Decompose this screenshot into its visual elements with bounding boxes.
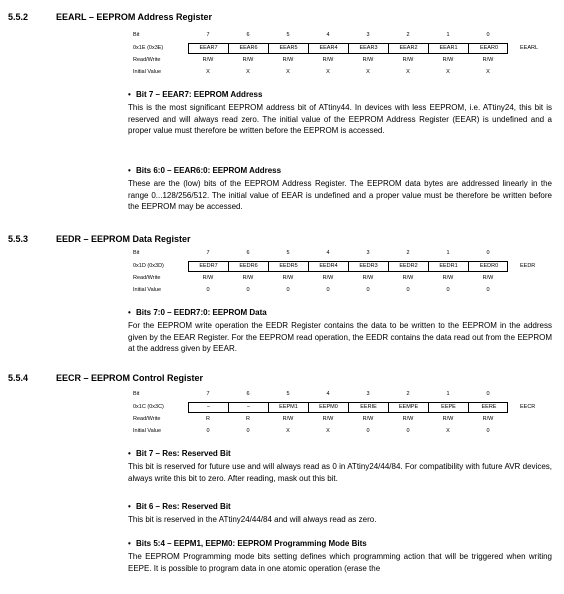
register-name: EEDR	[520, 263, 536, 269]
section-title: EEARL – EEPROM Address Register	[56, 12, 213, 22]
register-fields	[188, 402, 508, 413]
rw-value: R/W	[242, 57, 254, 63]
rw-value: R/W	[202, 275, 214, 281]
field-cell: EEAR3	[349, 44, 389, 53]
bit-label: Bit	[133, 32, 140, 38]
subsection-title: Bits 6:0 – EEAR6:0: EEPROM Address	[136, 166, 282, 175]
field-cell: EEAR4	[309, 44, 349, 53]
bit-number: 6	[246, 32, 250, 38]
register-name: EEARL	[520, 45, 539, 51]
subsection-title: Bit 7 – EEAR7: EEPROM Address	[136, 90, 263, 99]
section-heading	[0, 373, 564, 389]
register-table-eecr	[0, 391, 564, 451]
initial-value: 0	[406, 428, 410, 434]
field-cell: EEDR3	[349, 262, 389, 271]
bit-label: Bit	[133, 250, 140, 256]
paragraph: This is the most significant EEPROM address bit of ATtiny44. In devices with less EEPROM, i.e. ATtiny24, this bit is reserved and will always read zero. The initial value of the EEPROM Address Register (EEAR) is undefined and a proper value must therefore be written before the EEPROM is accessed.	[128, 103, 552, 135]
field-cell: EEDR4	[309, 262, 349, 271]
initial-value: 0	[406, 287, 410, 293]
bullet-icon: •	[128, 308, 131, 317]
section-title: EEDR – EEPROM Data Register	[56, 234, 191, 244]
rw-value: R/W	[242, 275, 254, 281]
field-cell: EEPM0	[309, 403, 349, 412]
field-cell: EEDR1	[429, 262, 469, 271]
bullet-icon: •	[128, 166, 131, 175]
field-cell: EEAR2	[389, 44, 429, 53]
paragraph: This bit is reserved for future use and will always read as 0 in ATtiny24/44/84. For compatibility with future AVR devices, always write this bit to zero. After reading, mask out this bit.	[128, 462, 552, 483]
bit-number: 0	[486, 391, 490, 397]
subsection-title: Bit 6 – Res: Reserved Bit	[136, 502, 231, 511]
initial-value-label: Initial Value	[133, 287, 162, 293]
bit-number: 2	[406, 391, 410, 397]
initial-value: 0	[326, 287, 330, 293]
bit-number: 2	[406, 250, 410, 256]
bit-number: 6	[246, 391, 250, 397]
field-cell: EEPE	[429, 403, 469, 412]
bullet-icon: •	[128, 502, 131, 511]
paragraph: For the EEPROM write operation the EEDR Register contains the data to be written to the EEPROM in the address given by the EEAR Register. For the EEPROM read operation, the EEDR contains the data read out from the EEPROM at the address given by EEAR.	[128, 321, 552, 353]
subsection-title: Bit 7 – Res: Reserved Bit	[136, 449, 231, 458]
initial-value: X	[486, 69, 490, 75]
field-cell: EERE	[481, 404, 497, 410]
bit-number: 3	[366, 250, 370, 256]
rw-value: R/W	[282, 275, 294, 281]
bit-number: 1	[446, 391, 450, 397]
section-number: 5.5.3	[8, 234, 29, 244]
bit-number: 7	[206, 250, 210, 256]
rw-value: R/W	[482, 275, 494, 281]
initial-value: X	[446, 428, 450, 434]
initial-value: X	[366, 69, 370, 75]
field-cell: EEDR2	[389, 262, 429, 271]
initial-value: 0	[206, 428, 210, 434]
bullet-icon: •	[128, 90, 131, 99]
rw-label: Read/Write	[133, 416, 161, 422]
address-label: 0x1E (0x3E)	[133, 45, 164, 51]
field-cell: EEPM1	[269, 403, 309, 412]
bit-number: 6	[246, 250, 250, 256]
rw-value: R/W	[282, 57, 294, 63]
rw-value: R/W	[282, 416, 294, 422]
rw-value: R/W	[402, 416, 414, 422]
register-fields	[188, 43, 508, 54]
section-heading	[0, 234, 564, 250]
initial-value: 0	[366, 287, 370, 293]
paragraph: This bit is reserved in the ATtiny24/44/84 and will always read as zero.	[128, 515, 377, 524]
initial-value: 0	[286, 287, 290, 293]
initial-value: 0	[446, 287, 450, 293]
register-table-eearl	[0, 32, 564, 92]
rw-value: R/W	[482, 57, 494, 63]
bullet-icon: •	[128, 449, 131, 458]
initial-value: 0	[366, 428, 370, 434]
register-name: EECR	[520, 404, 536, 410]
bit-number: 3	[366, 391, 370, 397]
initial-value: X	[286, 69, 290, 75]
field-cell: EEMPE	[389, 403, 429, 412]
paragraph: The EEPROM Programming mode bits setting defines which programming action that will be triggered when writing EEPE. It is possible to program data in one atomic operation (erase the	[128, 552, 552, 573]
bit-number: 4	[326, 32, 330, 38]
rw-value: R/W	[442, 275, 454, 281]
bit-number: 4	[326, 250, 330, 256]
bit-number: 1	[446, 250, 450, 256]
rw-value: R/W	[202, 57, 214, 63]
bit-number: 1	[446, 32, 450, 38]
rw-value: R	[246, 416, 250, 422]
rw-label: Read/Write	[133, 275, 161, 281]
bit-number: 5	[286, 391, 290, 397]
field-cell: EEDR6	[229, 262, 269, 271]
rw-value: R/W	[322, 275, 334, 281]
section-number: 5.5.4	[8, 373, 29, 383]
rw-value: R/W	[322, 416, 334, 422]
field-cell: EEDR5	[269, 262, 309, 271]
rw-value: R/W	[362, 275, 374, 281]
rw-value: R/W	[322, 57, 334, 63]
rw-value: R/W	[442, 57, 454, 63]
register-table-eedr	[0, 250, 564, 310]
initial-value-label: Initial Value	[133, 428, 162, 434]
section-title: EECR – EEPROM Control Register	[56, 373, 204, 383]
bit-label: Bit	[133, 391, 140, 397]
field-cell: EEAR7	[189, 44, 229, 53]
subsection-title: Bits 5:4 – EEPM1, EEPM0: EEPROM Programming Mode Bits	[136, 539, 367, 548]
rw-value: R	[206, 416, 210, 422]
field-cell: EEDR0	[479, 263, 499, 269]
field-cell: EEAR6	[229, 44, 269, 53]
initial-value: X	[246, 69, 250, 75]
field-cell: EEAR1	[429, 44, 469, 53]
initial-value: 0	[246, 428, 250, 434]
rw-value: R/W	[362, 57, 374, 63]
initial-value: 0	[486, 287, 490, 293]
field-cell: EERIE	[349, 403, 389, 412]
bit-number: 7	[206, 32, 210, 38]
register-fields	[188, 261, 508, 272]
initial-value: X	[286, 428, 290, 434]
bit-number: 0	[486, 250, 490, 256]
rw-value: R/W	[482, 416, 494, 422]
rw-value: R/W	[402, 57, 414, 63]
bit-number: 5	[286, 250, 290, 256]
initial-value: X	[206, 69, 210, 75]
bit-number: 7	[206, 391, 210, 397]
initial-value: X	[326, 69, 330, 75]
rw-value: R/W	[402, 275, 414, 281]
rw-label: Read/Write	[133, 57, 161, 63]
bit-number: 5	[286, 32, 290, 38]
initial-value: X	[446, 69, 450, 75]
initial-value: 0	[486, 428, 490, 434]
field-cell: –	[189, 403, 229, 412]
section-number: 5.5.2	[8, 12, 29, 22]
field-cell: –	[229, 403, 269, 412]
initial-value: 0	[206, 287, 210, 293]
bit-number: 0	[486, 32, 490, 38]
rw-value: R/W	[442, 416, 454, 422]
bullet-icon: •	[128, 539, 131, 548]
rw-value: R/W	[362, 416, 374, 422]
field-cell: EEAR0	[479, 45, 499, 51]
paragraph: These are the (low) bits of the EEPROM Address Register. The EEPROM data bytes are addressed linearly in the range 0...128/256/512. The initial value of EEAR is undefined and a proper value must be therefore be written before the EEPROM may be accessed.	[128, 179, 552, 211]
bit-number: 4	[326, 391, 330, 397]
field-cell: EEDR7	[189, 262, 229, 271]
address-label: 0x1C (0x3C)	[133, 404, 164, 410]
field-cell: EEAR5	[269, 44, 309, 53]
address-label: 0x1D (0x3D)	[133, 263, 164, 269]
bit-number: 3	[366, 32, 370, 38]
initial-value: 0	[246, 287, 250, 293]
initial-value: X	[406, 69, 410, 75]
initial-value-label: Initial Value	[133, 69, 162, 75]
subsection-title: Bits 7:0 – EEDR7:0: EEPROM Data	[136, 308, 267, 317]
section-heading	[0, 12, 564, 28]
bit-number: 2	[406, 32, 410, 38]
initial-value: X	[326, 428, 330, 434]
